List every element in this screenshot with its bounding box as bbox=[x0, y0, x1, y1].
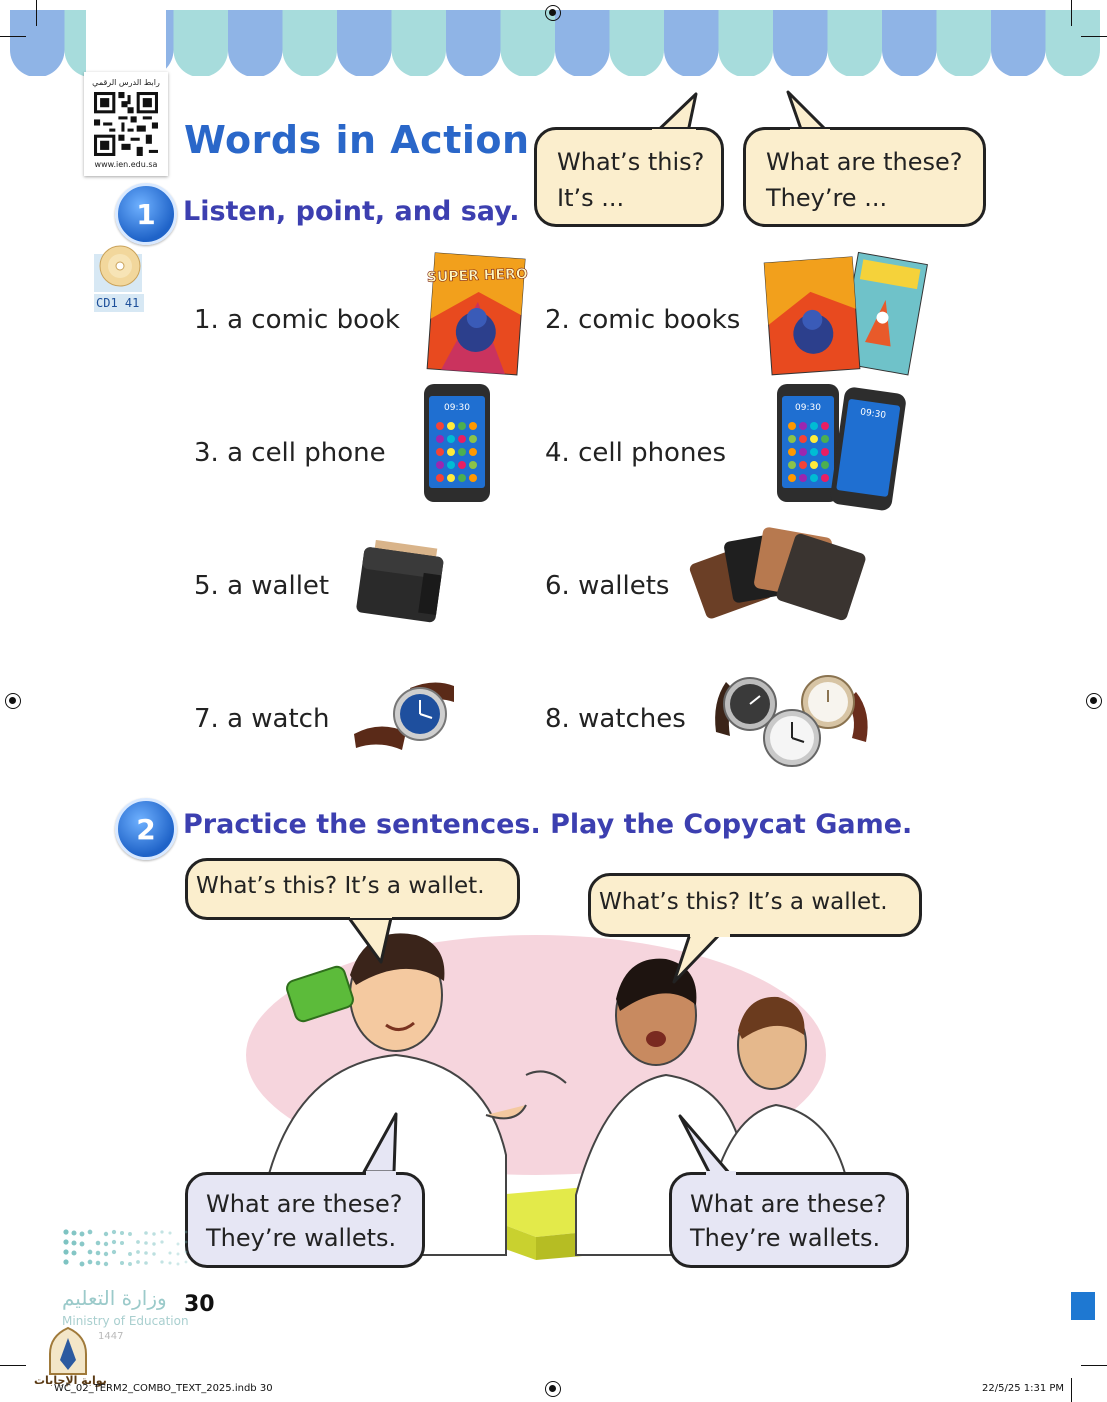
logo-dot bbox=[128, 1262, 132, 1266]
awning-scallop bbox=[1046, 10, 1101, 76]
crop-mark bbox=[0, 1365, 26, 1366]
logo-dot bbox=[80, 1242, 85, 1247]
app-icon bbox=[821, 448, 829, 456]
speech-line: It’s ... bbox=[557, 184, 625, 212]
crop-mark bbox=[1081, 36, 1107, 37]
app-icon bbox=[469, 422, 477, 430]
print-slug-filename: WC_02_TERM2_COMBO_TEXT_2025.indb 30 bbox=[54, 1383, 273, 1394]
dialog-bubble-bottom-left bbox=[185, 1172, 425, 1268]
logo-dot bbox=[88, 1230, 93, 1235]
ministry-name-arabic: وزارة التعليم bbox=[62, 1286, 167, 1310]
activity-instruction: Practice the sentences. Play the Copycat Game. bbox=[183, 809, 913, 840]
logo-dot bbox=[120, 1261, 124, 1265]
awning-scallop bbox=[610, 10, 665, 76]
dialog-bubble-bottom-right bbox=[669, 1172, 909, 1268]
awning-scallop bbox=[501, 10, 556, 76]
logo-dot bbox=[88, 1250, 93, 1255]
app-icon bbox=[788, 474, 796, 482]
app-icon bbox=[799, 461, 807, 469]
app-icon bbox=[469, 448, 477, 456]
logo-dot bbox=[104, 1232, 108, 1236]
crop-mark bbox=[0, 36, 26, 37]
crop-mark bbox=[1071, 1378, 1072, 1402]
phone-clock: 09:30 bbox=[859, 407, 887, 421]
logo-dot bbox=[144, 1231, 148, 1235]
app-icon bbox=[436, 435, 444, 443]
app-icon bbox=[799, 474, 807, 482]
registration-mark bbox=[1086, 693, 1102, 709]
app-icon bbox=[821, 435, 829, 443]
logo-dot bbox=[63, 1249, 68, 1254]
app-icon bbox=[469, 461, 477, 469]
awning-scallop bbox=[337, 10, 392, 76]
logo-dot bbox=[168, 1251, 171, 1254]
app-icon bbox=[447, 422, 455, 430]
bubble-text: What’s this? It’s a wallet. bbox=[196, 873, 485, 899]
awning-scallop bbox=[10, 10, 65, 76]
logo-dot bbox=[120, 1231, 124, 1235]
registration-mark bbox=[545, 1381, 561, 1397]
logo-dot bbox=[144, 1241, 148, 1245]
print-slug-timestamp: 22/5/25 1:31 PM bbox=[982, 1383, 1065, 1394]
tail-cover bbox=[790, 129, 830, 135]
bubble-text: They’re wallets. bbox=[690, 1224, 881, 1252]
vocab-label-1: 1. a comic book bbox=[194, 305, 400, 335]
tail-cover bbox=[652, 129, 696, 135]
tail-cover bbox=[706, 1171, 736, 1177]
logo-dot bbox=[120, 1241, 124, 1245]
logo-dot bbox=[128, 1252, 132, 1256]
header-speech-bubble-left bbox=[534, 127, 724, 227]
app-icon bbox=[436, 422, 444, 430]
vocab-label-8: 8. watches bbox=[545, 704, 686, 734]
logo-dot bbox=[177, 1243, 180, 1246]
logo-dot bbox=[136, 1250, 140, 1254]
app-icon bbox=[458, 435, 466, 443]
app-icon bbox=[810, 448, 818, 456]
logo-dot bbox=[160, 1230, 163, 1233]
logo-dot bbox=[160, 1240, 163, 1243]
vocab-label-3: 3. a cell phone bbox=[194, 438, 386, 468]
cd-icon bbox=[94, 244, 144, 292]
cell-phone-icon bbox=[420, 382, 496, 504]
app-icon bbox=[469, 474, 477, 482]
speech-bubble-tail bbox=[350, 1110, 410, 1176]
app-icon bbox=[799, 422, 807, 430]
logo-dot bbox=[177, 1253, 180, 1256]
app-icon bbox=[810, 422, 818, 430]
awning-scallop bbox=[828, 10, 883, 76]
logo-dot bbox=[168, 1231, 171, 1234]
portal-logo-icon bbox=[46, 1326, 90, 1376]
speech-line: They’re ... bbox=[766, 184, 888, 212]
app-icon bbox=[810, 474, 818, 482]
logo-dot bbox=[63, 1229, 68, 1234]
dialog-bubble-top-right bbox=[588, 873, 922, 937]
app-icon bbox=[458, 461, 466, 469]
logo-dot bbox=[104, 1252, 108, 1256]
awning-scallop bbox=[882, 10, 937, 76]
speech-line: What’s this? bbox=[557, 148, 705, 176]
app-icon bbox=[799, 448, 807, 456]
phone-clock: 09:30 bbox=[795, 403, 821, 413]
awning-scallop bbox=[446, 10, 501, 76]
app-icon bbox=[436, 461, 444, 469]
logo-dot bbox=[71, 1230, 76, 1235]
app-icon bbox=[436, 474, 444, 482]
qr-caption-arabic: رابط الدرس الرقمي bbox=[92, 78, 160, 87]
awning-scallop bbox=[283, 10, 338, 76]
comic-book-icon bbox=[425, 252, 529, 378]
awning-scallop bbox=[773, 10, 828, 76]
awning-scallop bbox=[991, 10, 1046, 76]
logo-dot bbox=[88, 1260, 93, 1265]
qr-caption-url: www.ien.edu.sa bbox=[94, 160, 158, 169]
logo-dot bbox=[136, 1240, 140, 1244]
app-icon bbox=[788, 422, 796, 430]
logo-dot bbox=[128, 1232, 132, 1236]
awning-gap bbox=[86, 0, 166, 80]
logo-dot bbox=[177, 1263, 180, 1266]
logo-dot bbox=[96, 1251, 101, 1256]
vocab-label-4: 4. cell phones bbox=[545, 438, 726, 468]
tail-cover bbox=[690, 931, 730, 937]
registration-mark bbox=[5, 693, 21, 709]
dialog-bubble-top-left bbox=[185, 858, 520, 920]
speech-bubble-tail bbox=[676, 1112, 736, 1178]
ministry-name-english: Ministry of Education bbox=[62, 1314, 189, 1328]
wallets-icon bbox=[688, 526, 866, 630]
tail-cover bbox=[350, 912, 392, 918]
awning-scallop bbox=[174, 10, 229, 76]
app-icon bbox=[788, 461, 796, 469]
activity-number-badge: 1 bbox=[115, 183, 177, 245]
qr-code-icon[interactable] bbox=[94, 92, 158, 156]
speech-line: What are these? bbox=[766, 148, 963, 176]
crop-mark bbox=[1071, 0, 1072, 26]
comic-books-icon bbox=[760, 250, 930, 380]
vocab-label-6: 6. wallets bbox=[545, 571, 670, 601]
app-icon bbox=[469, 435, 477, 443]
awning-scallop bbox=[937, 10, 992, 76]
awning-scallop bbox=[664, 10, 719, 76]
cell-phones-icon bbox=[775, 380, 907, 514]
logo-dot bbox=[112, 1230, 116, 1234]
phone-clock: 09:30 bbox=[444, 403, 470, 413]
app-icon bbox=[447, 448, 455, 456]
logo-dot bbox=[152, 1232, 155, 1235]
app-icon bbox=[458, 422, 466, 430]
app-icon bbox=[821, 461, 829, 469]
logo-dot bbox=[144, 1251, 148, 1255]
logo-dot bbox=[136, 1260, 140, 1264]
app-icon bbox=[436, 448, 444, 456]
logo-dot bbox=[96, 1241, 101, 1246]
app-icon bbox=[810, 461, 818, 469]
audio-cd-button[interactable] bbox=[94, 244, 144, 312]
logo-dot bbox=[112, 1240, 116, 1244]
logo-dot bbox=[152, 1242, 155, 1245]
bubble-text: What are these? bbox=[690, 1190, 887, 1218]
logo-dot bbox=[63, 1259, 68, 1264]
app-icon bbox=[788, 435, 796, 443]
app-icon bbox=[458, 448, 466, 456]
logo-dot bbox=[168, 1261, 171, 1264]
watch-icon bbox=[350, 674, 462, 754]
portal-name-arabic: بوابة الإجابات bbox=[34, 1374, 107, 1387]
crop-mark bbox=[36, 0, 37, 26]
awning-scallop bbox=[719, 10, 774, 76]
watches-icon bbox=[706, 662, 878, 774]
speech-bubble-tail bbox=[670, 930, 730, 986]
cd-track-label: CD1 41 bbox=[94, 294, 144, 312]
vocab-label-7: 7. a watch bbox=[194, 704, 330, 734]
page-number: 30 bbox=[184, 1292, 215, 1317]
logo-dot bbox=[96, 1261, 101, 1266]
vocab-label-2: 2. comic books bbox=[545, 305, 741, 335]
bubble-text: What’s this? It’s a wallet. bbox=[599, 889, 888, 915]
awning-scallop bbox=[555, 10, 610, 76]
activity-instruction: Listen, point, and say. bbox=[183, 196, 520, 227]
logo-dot bbox=[63, 1239, 68, 1244]
app-icon bbox=[810, 435, 818, 443]
logo-dot bbox=[104, 1262, 108, 1266]
qr-code-card[interactable] bbox=[84, 72, 168, 176]
ministry-logo-dots bbox=[62, 1226, 192, 1274]
logo-dot bbox=[80, 1232, 85, 1237]
logo-dot bbox=[185, 1261, 188, 1264]
app-icon bbox=[447, 474, 455, 482]
corner-marker bbox=[1071, 1292, 1095, 1320]
speech-bubble-tail bbox=[345, 914, 405, 964]
header-speech-bubble-right bbox=[743, 127, 986, 227]
app-icon bbox=[799, 435, 807, 443]
awning-scallop bbox=[228, 10, 283, 76]
page-title: Words in Action bbox=[184, 118, 530, 162]
bubble-text: They’re wallets. bbox=[206, 1224, 397, 1252]
logo-dot bbox=[104, 1242, 108, 1246]
awning-scallop bbox=[392, 10, 447, 76]
app-icon bbox=[788, 448, 796, 456]
logo-dot bbox=[71, 1250, 76, 1255]
logo-dot bbox=[185, 1241, 188, 1244]
logo-dot bbox=[185, 1251, 188, 1254]
app-icon bbox=[458, 474, 466, 482]
logo-dot bbox=[112, 1250, 116, 1254]
wallet-icon bbox=[356, 540, 448, 628]
app-icon bbox=[821, 422, 829, 430]
vocab-label-5: 5. a wallet bbox=[194, 571, 330, 601]
bubble-text: What are these? bbox=[206, 1190, 403, 1218]
logo-dot bbox=[144, 1261, 148, 1265]
logo-dot bbox=[160, 1260, 163, 1263]
ministry-year: 1447 bbox=[98, 1331, 124, 1342]
app-icon bbox=[821, 474, 829, 482]
activity-number-badge: 2 bbox=[115, 798, 177, 860]
tail-cover bbox=[366, 1171, 396, 1177]
logo-dot bbox=[80, 1262, 85, 1267]
comic-cover-title: SUPER HERO bbox=[426, 266, 529, 286]
logo-dot bbox=[71, 1240, 76, 1245]
logo-dot bbox=[185, 1231, 188, 1234]
logo-dot bbox=[152, 1252, 155, 1255]
registration-mark bbox=[545, 5, 561, 21]
app-icon bbox=[447, 461, 455, 469]
app-icon bbox=[447, 435, 455, 443]
crop-mark bbox=[1081, 1365, 1107, 1366]
